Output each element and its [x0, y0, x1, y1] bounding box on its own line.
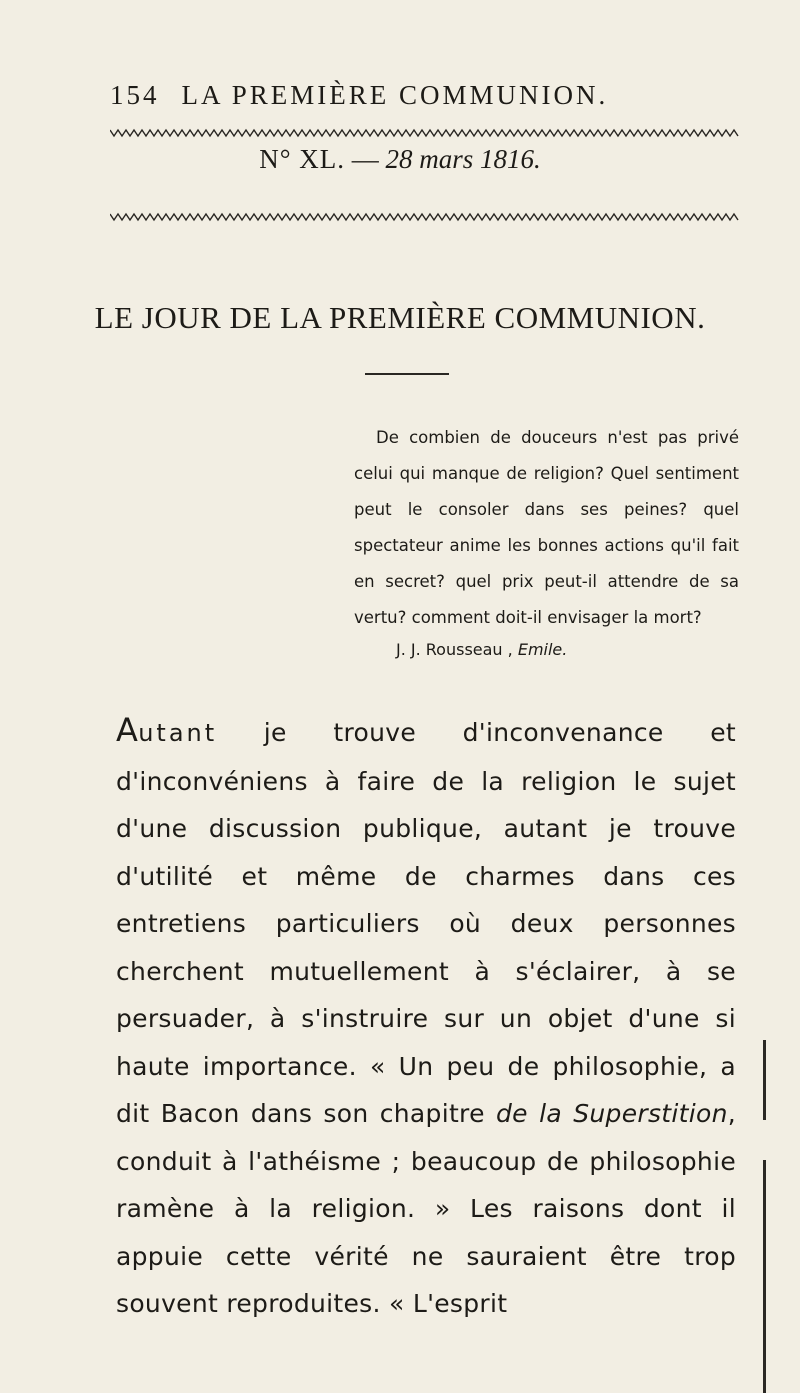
issue-date: 28 mars 1816. [385, 144, 541, 174]
running-title: LA PREMIÈRE COMMUNION. [181, 80, 609, 110]
first-word-smallcaps: utant [138, 719, 218, 747]
issue-separator: — [351, 144, 379, 174]
body-paragraph [116, 707, 736, 1328]
epigraph-author: J. J. Rousseau , [396, 640, 513, 659]
issue-number: N° XL. [259, 144, 346, 174]
page-edge-mark [763, 1160, 766, 1393]
page-edge-mark [763, 1040, 766, 1120]
ornamental-rule-bottom [110, 212, 740, 222]
running-head [110, 80, 730, 111]
title-rule [365, 373, 449, 375]
body-part-1: je trouve d'inconvenance et d'inconvéniens à faire de la religion le sujet d'une discussion publique, autant je trouve d'utilité et même de charmes dans ces entretiens particuliers où deux personnes cherchent mutuellement à s'éclairer, à se persuader, à s'instruire sur un objet d'une si haute importance. « Un peu de philosophie, a dit Bacon dans son chapitre [116, 718, 736, 1128]
epigraph [354, 420, 739, 636]
body-italic-title: de la Superstition [496, 1099, 728, 1128]
epigraph-text: De combien de douceurs n'est pas privé celui qui manque de religion? Quel sentiment peut le consoler dans ses peines? quel spectateur anime les bonnes actions qu'il fait en secret? quel prix peut-il attendre de sa vertu? comment doit-il envisager la mort? [354, 428, 739, 627]
epigraph-work: Emile. [517, 640, 568, 659]
page-number: 154 [110, 80, 160, 110]
ornamental-rule-top [110, 128, 740, 138]
body-text [116, 707, 736, 1328]
issue-line [0, 144, 800, 175]
body-part-2: , conduit à l'athéisme ; beaucoup de philosophie ramène à la religion. » Les raisons dont il appuie cette vérité ne sauraient être trop souvent reproduites. « L'esprit [116, 1099, 736, 1318]
first-letter: A [116, 711, 139, 749]
epigraph-attribution [396, 640, 567, 659]
article-title: LE JOUR DE LA PREMIÈRE COMMUNION. [94, 300, 706, 335]
